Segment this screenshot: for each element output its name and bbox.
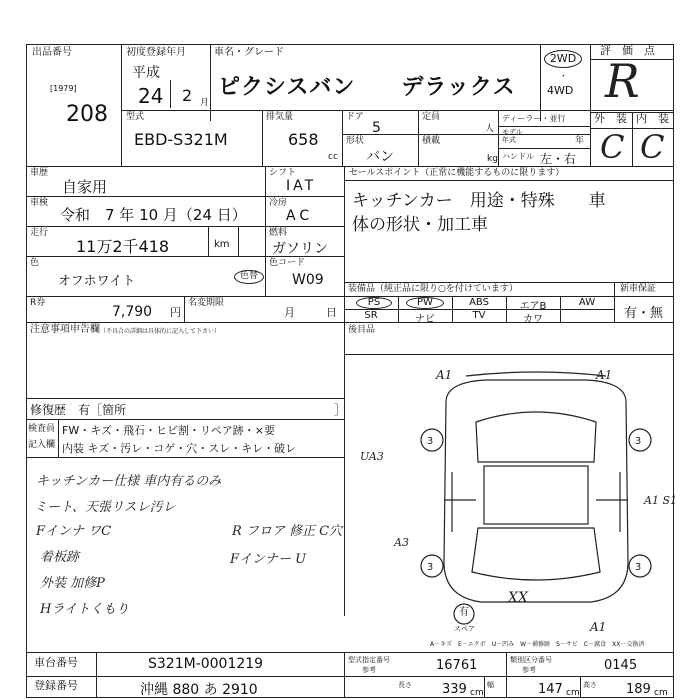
type-value: 16761 [436, 658, 478, 673]
divider [344, 652, 345, 698]
divider [26, 652, 674, 653]
shift-value: IAT [286, 178, 317, 194]
equip-abs: ABS [469, 297, 489, 308]
drive-4wd: 4WD [547, 84, 574, 97]
sales-label: セールスポイント（正常に機能するものに限ります） [349, 168, 565, 178]
length-unit: cm [470, 688, 484, 698]
name-change-month: 月 [284, 306, 295, 319]
disp-label: 排気量 [266, 112, 294, 122]
divider [26, 676, 674, 677]
divider [342, 110, 343, 166]
color-value: オフホワイト [58, 274, 136, 289]
lot-number: 208 [66, 102, 108, 127]
inspector-label-1: 検査員 [28, 424, 56, 434]
divider [614, 282, 615, 322]
divider [418, 110, 419, 166]
width-unit: cm [566, 688, 580, 698]
divider [238, 226, 239, 256]
sales-line-2: 体の形状・加工車 [352, 215, 488, 235]
divider [632, 112, 633, 166]
height-value: 189 [626, 682, 651, 697]
hand-note-2: ミート、天張リスレ汚レ [34, 500, 176, 515]
divider [265, 166, 266, 296]
divider [26, 166, 674, 167]
type-label-2: 参考 [362, 666, 376, 674]
divider [26, 419, 344, 420]
interior-label: 内 装 [636, 112, 669, 125]
divider [344, 166, 345, 616]
type-label: 型式指定番号 [348, 656, 390, 664]
caution-label: 注意事項申告欄 [30, 324, 100, 335]
mark-a3: A3 [394, 536, 409, 549]
exterior-label: 外 装 [594, 112, 627, 125]
first-reg-label: 初度登録年月 [126, 47, 186, 58]
new-tax-value: 有・無 [624, 306, 664, 321]
divider [498, 126, 590, 127]
month-unit: 月 [200, 98, 210, 108]
equip-leather: カワ [523, 314, 543, 325]
handle-value: 左・右 [540, 152, 577, 166]
ac-label: 冷房 [269, 198, 288, 208]
reg-label: 登録番号 [34, 679, 78, 692]
rear-label: 後目品 [348, 325, 376, 335]
drive-2wd: 2WD [544, 50, 582, 68]
repair-label: 修復歴 有［箇所 [30, 403, 127, 417]
divider [96, 652, 97, 698]
wheel-num: 3 [634, 562, 642, 573]
mark-a1-rear: A1 [590, 620, 607, 634]
mileage-label: 走行 [30, 228, 49, 238]
history-value: 自家用 [62, 178, 108, 196]
divider [344, 322, 674, 323]
inspection-label: 車検 [30, 198, 49, 208]
divider [262, 110, 263, 166]
recycle-value: 7,790 [112, 304, 153, 320]
repair-close: ］ [334, 403, 347, 417]
divider [58, 419, 59, 457]
divider [342, 134, 590, 135]
dealer-label: ディーラー・並行 [502, 114, 566, 123]
recycle-unit: 円 [170, 306, 181, 319]
class-label-2: 参考 [522, 666, 536, 674]
model-value: EBD-S321M [134, 130, 228, 149]
car-damage-diagram [396, 362, 674, 642]
interior-grade: C [640, 128, 665, 166]
disp-unit: cc [328, 152, 338, 162]
chassis-label: 車台番号 [34, 656, 78, 669]
divider [484, 676, 485, 698]
divider [498, 110, 499, 166]
spare-label: スペア [454, 625, 475, 633]
class-label: 類別区分番号 [510, 656, 552, 664]
divider [506, 652, 507, 698]
reg-year: 24 [138, 84, 164, 108]
length-label: 長さ [398, 681, 412, 689]
divider [184, 296, 185, 322]
doors-value: 5 [372, 120, 381, 136]
wheel-num: 3 [426, 436, 434, 447]
mark-a1-front-left: A1 [436, 368, 453, 382]
width-label: 幅 [487, 681, 494, 689]
sales-line-1: キッチンカー 用途・特殊 車 [352, 191, 606, 211]
divider [26, 398, 344, 399]
length-value: 339 [442, 682, 467, 697]
hand-note-1: キッチンカー仕様 車内有るのみ [36, 474, 222, 489]
divider [121, 44, 122, 166]
inspector-row-2: 内装 キズ・汚レ・コゲ・穴・スレ・キレ・破レ [62, 442, 297, 455]
mark-a1-s1: A1 S1 [644, 494, 677, 507]
lot-sub: [1979] [50, 84, 77, 93]
divider [26, 226, 344, 227]
new-tax-label: 新車保証 [620, 284, 657, 294]
wheel-num: 3 [426, 562, 434, 573]
name-change-day: 日 [326, 306, 337, 319]
divider [344, 354, 674, 355]
color-label: 色 [30, 258, 40, 268]
class-value: 0145 [604, 658, 638, 673]
mileage-unit: km [214, 239, 230, 250]
capacity-unit: 人 [485, 124, 495, 134]
width-value: 147 [538, 682, 563, 697]
capacity-label: 定員 [422, 112, 441, 122]
divider [580, 676, 581, 698]
recycle-label: R券 [30, 298, 46, 308]
color-code-label: 色コード [269, 258, 306, 268]
equip-airbag: エアB [519, 301, 547, 312]
shape-label: 形状 [346, 136, 365, 146]
mark-a1-front-right: A1 [596, 368, 613, 382]
hand-note-8: Hライトくもり [40, 602, 129, 617]
lot-label: 出品番号 [32, 47, 72, 58]
color-code-value: W09 [292, 272, 324, 288]
exterior-grade: C [600, 128, 625, 166]
divider [344, 180, 674, 181]
height-unit: cm [654, 688, 668, 698]
fuel-label: 燃料 [269, 228, 288, 238]
damage-legend: A－キズ E－エクボ U－凹み W－補修跡 S－サビ C－腐食 XX－交換済 [430, 641, 645, 648]
inspection-value: 令和 7 年 10 月（24 日） [60, 206, 247, 224]
spare-mark: 有 [459, 607, 469, 618]
disp-value: 658 [288, 130, 319, 149]
height-label: 高さ [583, 681, 597, 689]
model-year-label: モデル 年式 [502, 128, 523, 144]
handle-label: ハンドル [502, 152, 534, 161]
hand-note-4: R フロア 修正 C穴 [232, 524, 343, 539]
divider [26, 196, 344, 197]
divider [344, 282, 674, 283]
inspector-label-2: 記入欄 [28, 440, 56, 450]
reg-month: 2 [182, 86, 193, 105]
divider [170, 80, 171, 108]
score-value: R [605, 54, 640, 108]
chassis-value: S321M-0001219 [148, 656, 264, 672]
divider [590, 44, 591, 166]
wheel-num: 3 [634, 436, 642, 447]
mileage-value: 11万2千418 [76, 237, 170, 256]
caution-sub: （不具合の詳細は具体的に記入して下さい） [100, 328, 221, 335]
hand-note-5: 着板跡 [40, 550, 80, 565]
shape-value: バン [366, 149, 394, 165]
divider [26, 296, 344, 297]
car-name: ピクシスバン デラックス [218, 75, 516, 100]
load-label: 積載 [422, 136, 441, 146]
divider [498, 148, 590, 149]
era: 平成 [132, 65, 160, 81]
hand-note-6: Fインナー U [230, 552, 307, 567]
year-unit: 年 [575, 136, 585, 146]
reg-value: 沖縄 880 あ 2910 [140, 682, 258, 698]
equipment-label: 装備品（純正品に限り○を付けています） [348, 284, 518, 294]
mark-ua3: UA3 [360, 450, 384, 463]
divider [208, 226, 209, 256]
equip-tv: TV [472, 310, 486, 321]
equip-pw: PW [406, 297, 444, 309]
doors-label: ドア [346, 112, 364, 122]
color-change-stamp: 色替 [234, 270, 264, 284]
inspector-row-1: FW・キズ・飛石・ヒビ割・リペア跡・×要 [62, 424, 275, 437]
equip-sr: SR [364, 310, 378, 321]
name-change-label: 名変期限 [188, 298, 225, 308]
hand-note-3: Fインナ ワC [36, 524, 112, 539]
equip-ps: PS [356, 297, 392, 309]
load-unit: kg [487, 154, 498, 164]
score-label: 評 価 点 [600, 44, 655, 57]
equip-aw: AW [578, 297, 596, 308]
shift-label: シフト [269, 168, 297, 178]
divider [121, 110, 674, 111]
hand-note-7: 外装 加修P [40, 576, 105, 591]
fuel-value: ガソリン [272, 241, 328, 257]
drive-dot: ・ [559, 72, 569, 82]
mark-xx: XX [508, 590, 528, 606]
history-label: 車歴 [30, 168, 49, 178]
divider [26, 457, 344, 458]
car-label: 車名・グレード [214, 47, 284, 58]
model-label: 型式 [126, 112, 145, 122]
ac-value: AC [286, 208, 314, 224]
equip-navi: ナビ [415, 314, 435, 325]
divider [26, 322, 344, 323]
